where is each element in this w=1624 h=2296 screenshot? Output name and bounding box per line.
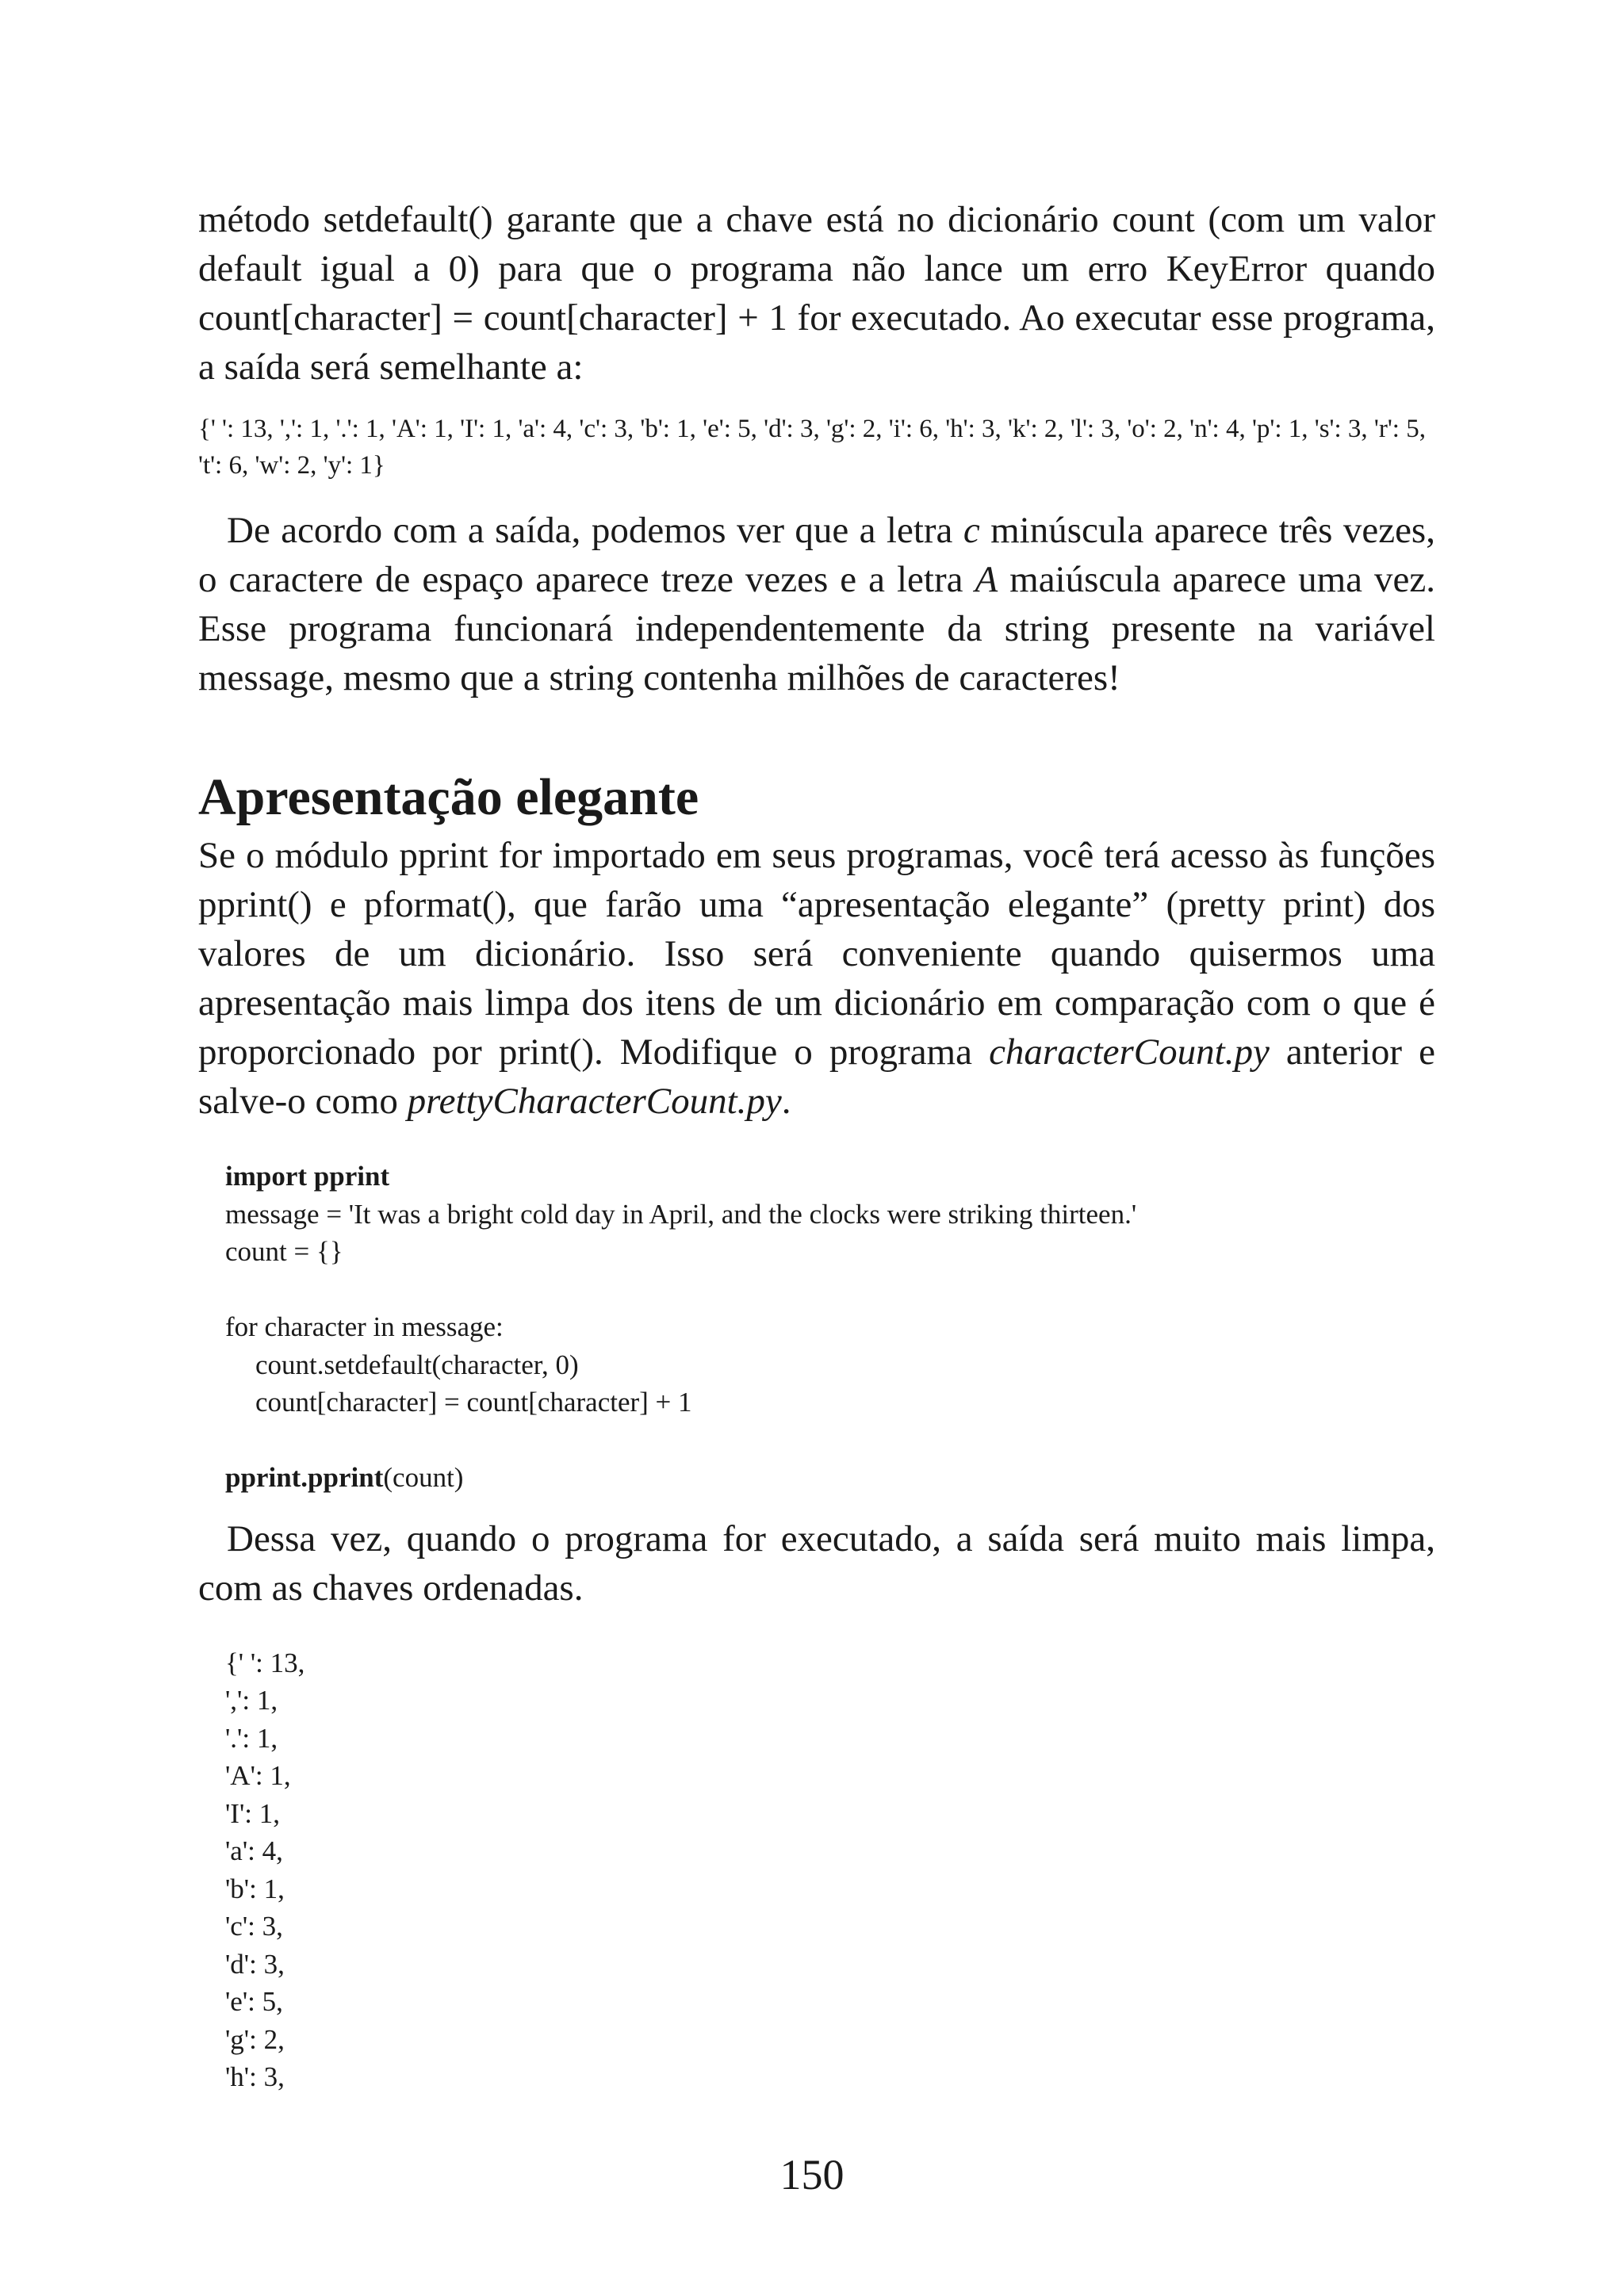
dict-line: 'c': 3, — [225, 1911, 283, 1942]
code-line: message = 'It was a bright cold day in April, and the clocks were striking thirteen.' — [225, 1198, 1137, 1230]
dict-line: 'h': 3, — [225, 2061, 285, 2092]
output-dictionary-unsorted: {' ': 13, ',': 1, '.': 1, 'A': 1, 'I': 1, 'a': 4, 'c': 3, 'b': 1, 'e': 5, 'd': 3, 'g': 2, 'i': 6, 'h': 3, 'k': 2, 'l': 3, 'o': 2, 'n': 4, 'p': 1, 's': 3, 'r': 5, 't': 6, 'w': 2, 'y': 1} — [198, 415, 1426, 480]
dict-line: ',': 1, — [225, 1685, 278, 1716]
code-line: count.setdefault(character, 0) — [255, 1349, 579, 1380]
dict-line: 'A': 1, — [225, 1760, 291, 1791]
dict-line: 'd': 3, — [225, 1948, 285, 1980]
code-blank-line — [225, 1271, 1435, 1309]
page-number: 150 — [779, 2151, 845, 2198]
code-line: import pprint — [225, 1161, 390, 1192]
code-listing — [225, 1158, 1435, 1497]
paragraph-pprint-intro: Se o módulo pprint for importado em seus programas, você terá acesso às funções pprint() e pformat(), que farão uma “apresentação elegante” (pretty print) dos valores de um dicionário. Isso será conveniente quando quisermos uma apresentação mais limpa dos itens de um dicionário em comparação com o que é proporcionado por print(). Modifique o programa characterCount.py anterior e salve-o como prettyCharacterCount.py. — [198, 835, 1435, 1122]
output-dictionary-sorted — [225, 1644, 1435, 2096]
section-heading: Apresentação elegante — [198, 768, 699, 826]
code-line: for character in message: — [225, 1311, 504, 1342]
code-line: count = {} — [225, 1236, 343, 1267]
page-content — [198, 195, 1435, 2096]
code-blank-line — [225, 1422, 1435, 1460]
code-line: pprint.pprint(count) — [225, 1462, 464, 1493]
paragraph-output-explanation: De acordo com a saída, podemos ver que a letra c minúscula aparece três vezes, o caractere de espaço aparece treze vezes e a letra A maiúscula aparece uma vez. Esse programa funcionará independentemente da string presente na variável message, mesmo que a string contenha milhões de caracteres! — [198, 510, 1435, 698]
dict-line: '.': 1, — [225, 1722, 278, 1754]
dict-line: 'b': 1, — [225, 1873, 285, 1904]
dict-line: 'I': 1, — [225, 1797, 280, 1829]
dict-line: {' ': 13, — [225, 1647, 305, 1678]
dict-line: 'e': 5, — [225, 1986, 283, 2017]
dict-line: 'a': 4, — [225, 1835, 283, 1866]
dict-line: 'g': 2, — [225, 2023, 285, 2055]
code-line: count[character] = count[character] + 1 — [255, 1387, 692, 1418]
paragraph-setdefault: método setdefault() garante que a chave está no dicionário count (com um valor default igual a 0) para que o programa não lance um erro KeyError quando count[character] = count[character] + 1 for executado. Ao executar esse programa, a saída será semelhante a: — [198, 199, 1435, 388]
paragraph-sorted-output: Dessa vez, quando o programa for executado, a saída será muito mais limpa, com as chaves ordenadas. — [198, 1517, 1435, 1609]
